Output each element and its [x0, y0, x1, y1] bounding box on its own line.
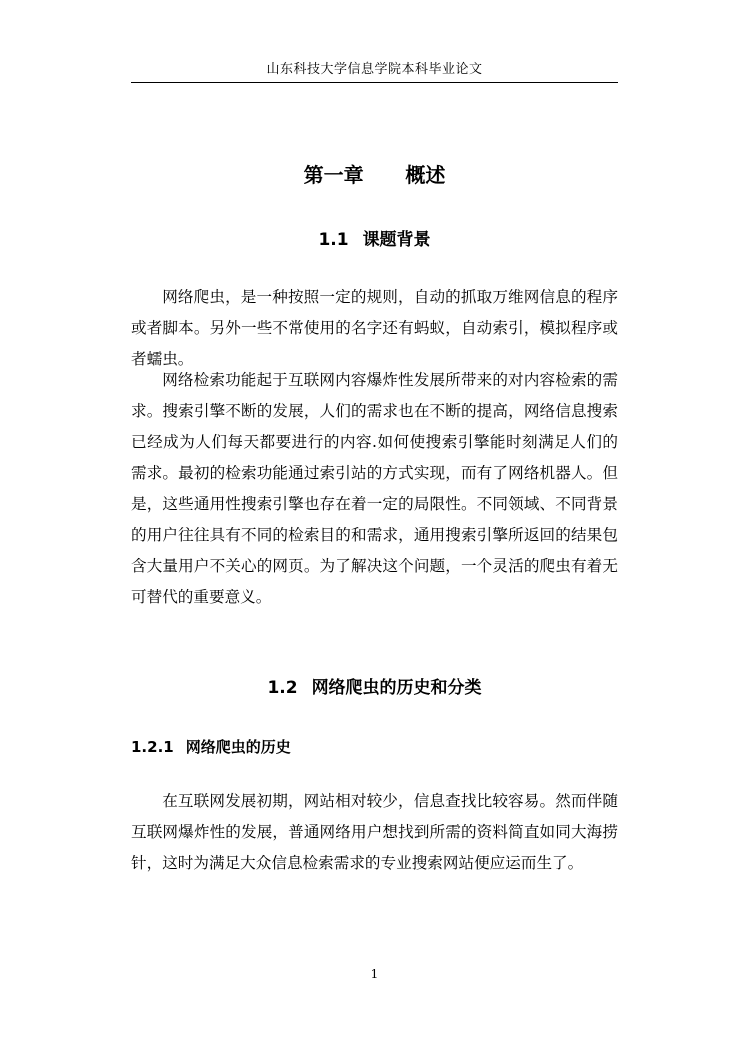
section-title-text: 课题背景	[362, 230, 431, 250]
section-heading-1-1	[131, 226, 618, 254]
section-number: 1.1	[318, 230, 349, 250]
body-paragraph: 网络爬虫，是一种按照一定的规则，自动的抓取万维网信息的程序或者脚本。另外一些不常使用的名字还有蚂蚁，自动索引，模拟程序或者蠕虫。	[131, 288, 618, 368]
body-paragraph: 在互联网发展初期，网站相对较少，信息查找比较容易。然而伴随互联网爆炸性的发展，普通网络用户想找到所需的资料简直如同大海捞针，这时为满足大众信息检索需求的专业搜索网站便应运而生了。	[131, 792, 618, 872]
page-number: 1	[370, 967, 379, 981]
subsection-heading-1-2-1	[131, 735, 618, 759]
header-divider	[131, 82, 618, 83]
subsection-title-text: 网络爬虫的历史	[185, 738, 291, 756]
subsection-number: 1.2.1	[131, 738, 174, 756]
section-number: 1.2	[267, 678, 298, 698]
page-header: 山东科技大学信息学院本科毕业论文	[266, 62, 483, 77]
body-paragraph: 网络检索功能起于互联网内容爆炸性发展所带来的对内容检索的需求。搜索引擎不断的发展，人们的需求也在不断的提高，网络信息搜索已经成为人们每天都要进行的内容.如何使搜索引擎能时刻满足人们的需求。最初的检索功能通过索引站的方式实现，而有了网络机器人。但是，这些通用性搜索引擎也存在着一定的局限性。不同领域、不同背景的用户往往具有不同的检索目的和需求，通用搜索引擎所返回的结果包含大量用户不关心的网页。为了解决这个问题，一个灵活的爬虫有着无可替代的重要意义。	[131, 371, 618, 606]
chapter-title: 第一章 概述	[303, 163, 446, 187]
section-heading-1-2	[131, 674, 618, 702]
section-title-text: 网络爬虫的历史和分类	[311, 678, 482, 698]
